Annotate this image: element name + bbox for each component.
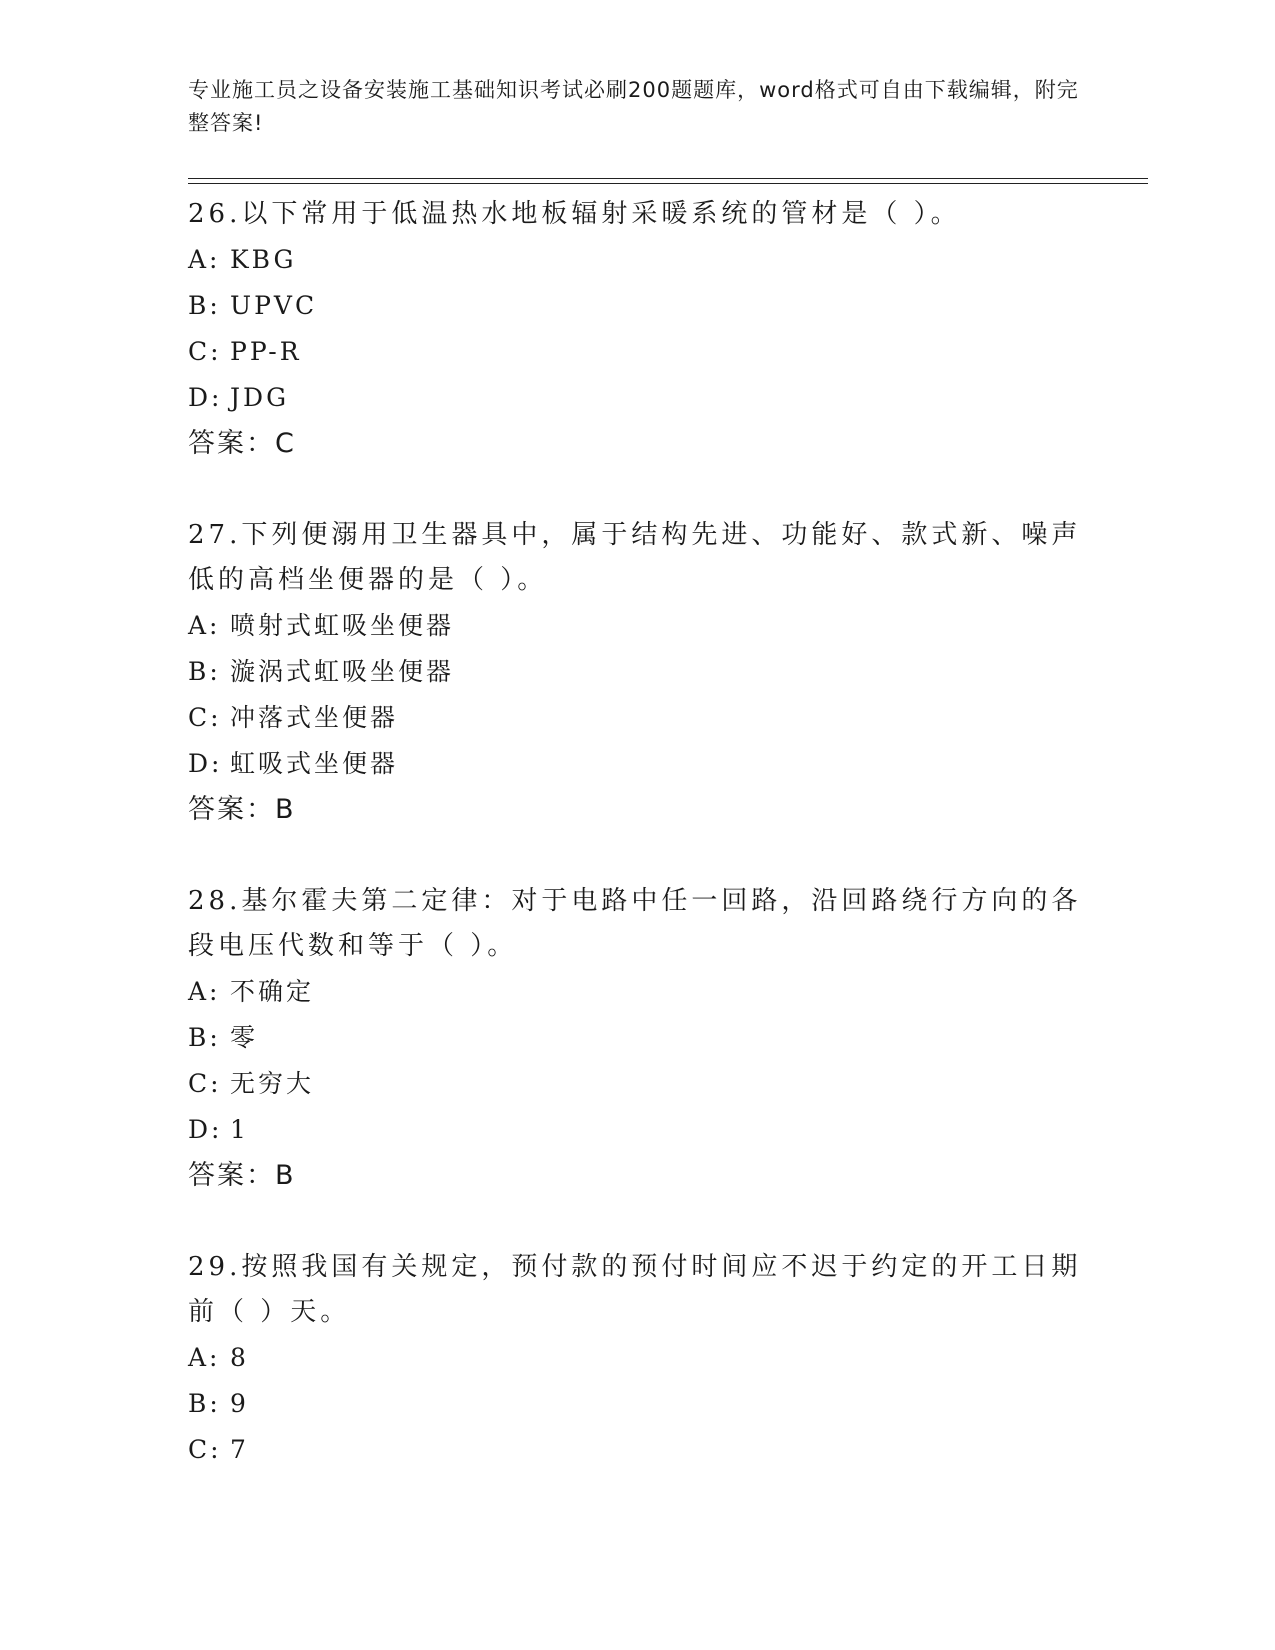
option-text: JDG — [230, 383, 290, 412]
option-b — [188, 1015, 1088, 1061]
question-text: 27.下列便溺用卫生器具中，属于结构先进、功能好、款式新、噪声低的高档坐便器的是（ ）。 — [188, 520, 1082, 595]
option-text: 1 — [230, 1115, 249, 1144]
option-b — [188, 1381, 1088, 1427]
option-text: 冲落式坐便器 — [230, 703, 399, 732]
option-key: D: — [188, 749, 223, 778]
option-key: A: — [188, 977, 221, 1006]
option-c — [188, 1427, 1088, 1473]
option-b — [188, 649, 1088, 695]
option-d — [188, 1107, 1088, 1153]
option-d — [188, 741, 1088, 787]
option-key: D: — [188, 383, 223, 412]
option-key: C: — [188, 703, 222, 732]
option-key: B: — [188, 1389, 221, 1418]
question-text: 29.按照我国有关规定，预付款的预付时间应不迟于约定的开工日期前（ ）天。 — [188, 1252, 1082, 1327]
option-text: 不确定 — [230, 977, 315, 1006]
option-text: 漩涡式虹吸坐便器 — [230, 657, 455, 686]
document-header: 专业施工员之设备安装施工基础知识考试必刷200题题库，word格式可自由下载编辑，附完整答案! — [188, 78, 1079, 135]
header-divider-top — [188, 178, 1148, 179]
option-a — [188, 237, 1088, 283]
option-key: A: — [188, 245, 221, 274]
answer-label: 答案：B — [188, 1160, 296, 1191]
question-text: 26.以下常用于低温热水地板辐射采暖系统的管材是（ ）。 — [188, 199, 961, 229]
option-key: A: — [188, 1343, 221, 1372]
question-list — [188, 188, 1088, 1519]
question-27 — [188, 513, 1088, 833]
option-text: KBG — [230, 245, 297, 274]
option-key: B: — [188, 1023, 221, 1052]
option-text: 7 — [230, 1435, 249, 1464]
option-c — [188, 695, 1088, 741]
option-text: 无穷大 — [230, 1069, 315, 1098]
question-26 — [188, 188, 1088, 467]
option-text: 喷射式虹吸坐便器 — [230, 611, 455, 640]
answer-label: 答案：C — [188, 428, 296, 459]
option-text: 9 — [230, 1389, 249, 1418]
option-key: C: — [188, 1069, 222, 1098]
option-text: 8 — [230, 1343, 249, 1372]
header-divider-bottom — [188, 183, 1148, 184]
option-a — [188, 603, 1088, 649]
option-text: UPVC — [230, 291, 318, 320]
option-key: C: — [188, 1435, 222, 1464]
option-c — [188, 1061, 1088, 1107]
option-b — [188, 283, 1088, 329]
question-29 — [188, 1245, 1088, 1473]
question-text: 28.基尔霍夫第二定律：对于电路中任一回路，沿回路绕行方向的各段电压代数和等于（ ）。 — [188, 886, 1082, 961]
option-key: A: — [188, 611, 221, 640]
option-text: PP-R — [230, 337, 302, 366]
option-c — [188, 329, 1088, 375]
option-a — [188, 969, 1088, 1015]
option-d — [188, 375, 1088, 421]
option-key: D: — [188, 1115, 223, 1144]
option-key: B: — [188, 657, 221, 686]
option-a — [188, 1335, 1088, 1381]
answer-label: 答案：B — [188, 794, 296, 825]
question-28 — [188, 879, 1088, 1199]
option-text: 虹吸式坐便器 — [230, 749, 399, 778]
option-key: B: — [188, 291, 221, 320]
option-key: C: — [188, 337, 222, 366]
option-text: 零 — [230, 1023, 259, 1052]
